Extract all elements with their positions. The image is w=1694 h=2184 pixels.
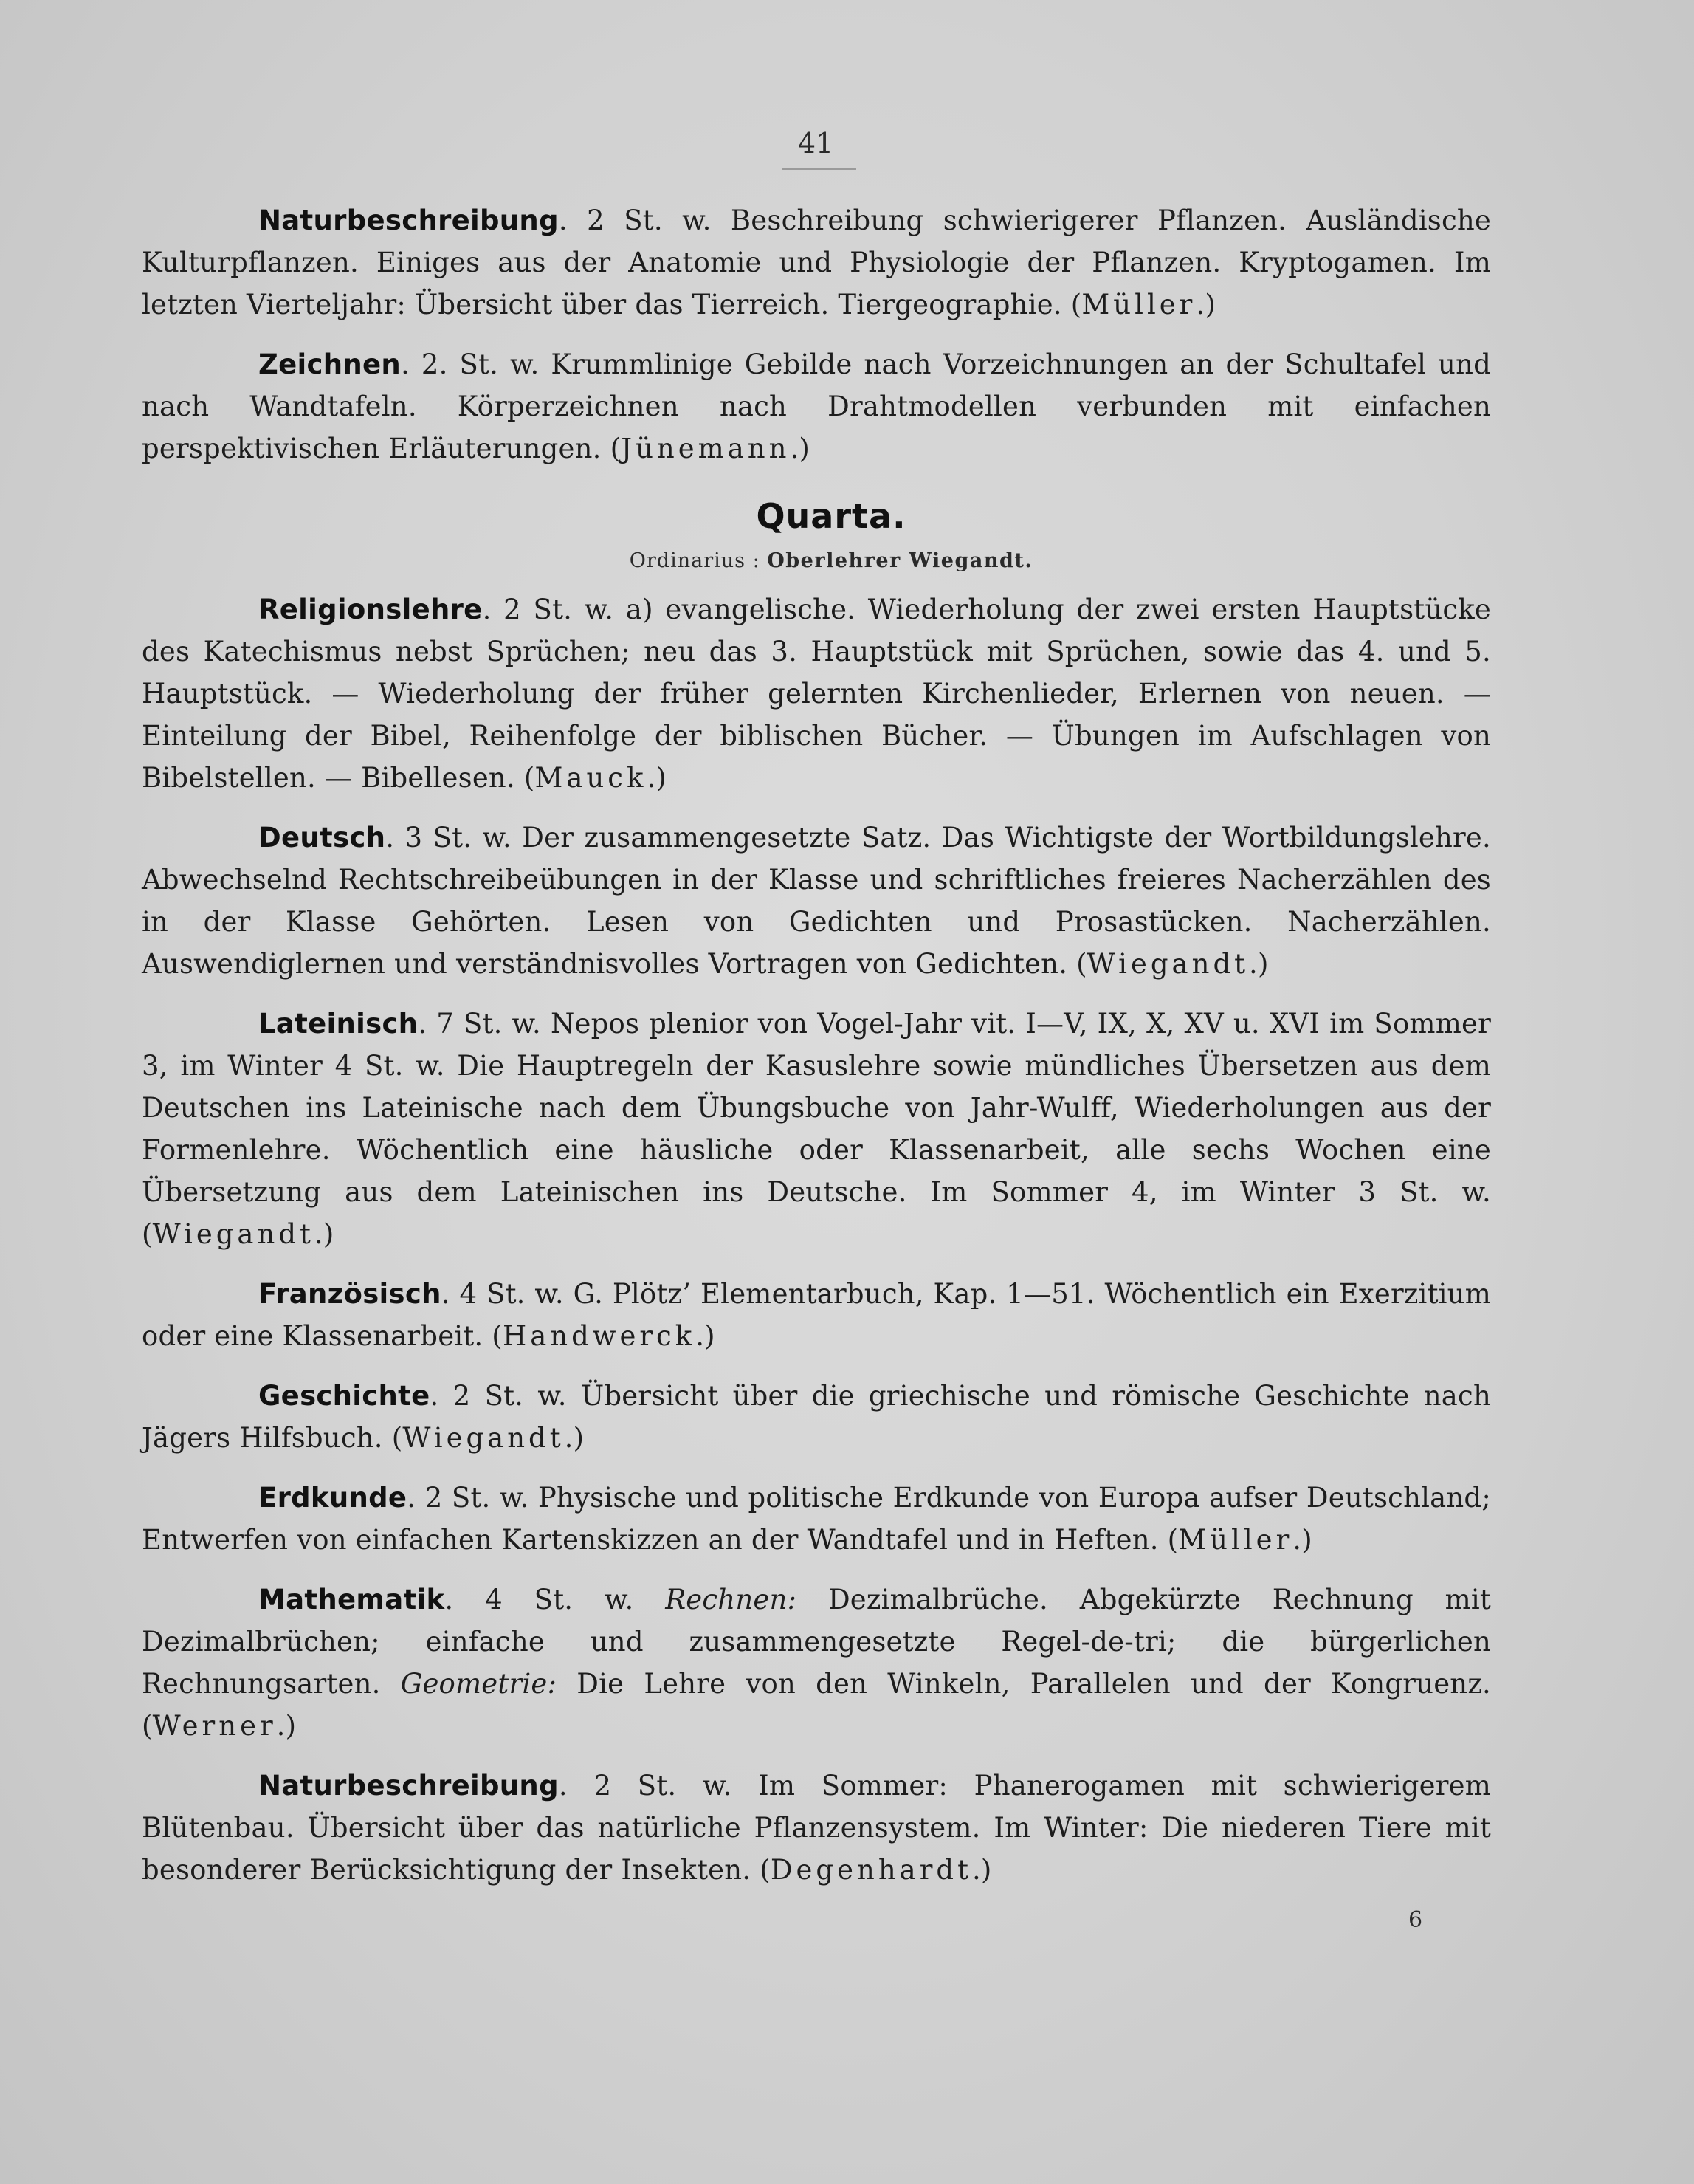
ordinarius-label: Ordinarius : (629, 549, 760, 572)
teacher-name: Degenhardt (770, 1854, 972, 1886)
teacher-name: Handwerck (502, 1320, 696, 1352)
paragraph-text: . 4 St. w. G. Plötz’ Elementarbuch, Kap. 1—51. Wöchentlich ein Exerzitium oder eine Klassenarbeit. ( (142, 1278, 1491, 1352)
subject-heading: Geschichte (258, 1380, 430, 1412)
teacher-name: Jünemann (621, 433, 791, 464)
subject-heading: Religionslehre (258, 594, 483, 625)
paragraph-end: .) (276, 1710, 297, 1742)
subject-heading: Deutsch (258, 822, 386, 854)
paragraph-mathematik (142, 1579, 1491, 1747)
teacher-name: Wiegandt (152, 1218, 314, 1250)
teacher-name: Wiegandt (1087, 948, 1250, 980)
page-number: 41 (797, 127, 834, 159)
paragraph-end: .) (647, 762, 667, 794)
paragraph-text: . 2 St. w. Physische und politische Erdkunde von Europa aufser Deutschland; Entwerfen von einfachen Kartenskizzen an der Wandtafel und in Heften. ( (142, 1482, 1491, 1556)
paragraph-end: .) (564, 1422, 585, 1454)
paragraph-text: . 2 St. w. Im Sommer: Phanerogamen mit schwierigerem Blütenbau. Übersicht über das natürliche Pflanzensystem. Im Winter: Die niederen Tiere mit besonderer Berücksichtigung der Insekten. ( (142, 1770, 1491, 1886)
paragraph-religionslehre (142, 588, 1491, 799)
subject-heading: Mathematik (258, 1584, 445, 1615)
section-title-end: . (892, 496, 906, 536)
paragraph-end: .) (314, 1218, 334, 1250)
paragraph-end: .) (1249, 948, 1269, 980)
paragraph-end: .) (1292, 1524, 1312, 1556)
paragraph-zeichnen (142, 343, 1491, 470)
teacher-name: Müller (1081, 289, 1197, 320)
paragraph-end: .) (971, 1854, 992, 1886)
subject-heading: Lateinisch (258, 1008, 419, 1040)
paragraph-text: . 2 St. w. Beschreibung schwierigerer Pflanzen. Ausländische Kulturpflanzen. Einiges aus der Anatomie und Physiologie der Pflanzen. Kryptogamen. Im letzten Vierteljahr: Übersicht über das Tierreich. Tiergeographie. ( (142, 205, 1491, 320)
paragraph-geschichte (142, 1375, 1491, 1459)
ordinarius-line (142, 549, 1491, 572)
paragraph-erdkunde (142, 1477, 1491, 1561)
rechnen-label: Rechnen: (665, 1584, 797, 1615)
teacher-name: Wiegandt (402, 1422, 565, 1454)
subject-heading: Naturbeschreibung (258, 1770, 559, 1802)
paragraph-text: . 2. St. w. Krummlinige Gebilde nach Vorzeichnungen an der Schultafel und nach Wandtafeln. Körperzeichnen nach Drahtmodellen verbunden mit einfachen perspektivischen Erläuterungen. ( (142, 348, 1491, 464)
geometrie-label: Geometrie: (400, 1668, 557, 1700)
paragraph-text: . 4 St. w. (444, 1584, 666, 1615)
subject-heading: Zeichnen (258, 348, 402, 380)
ordinarius-name: Oberlehrer Wiegandt. (767, 549, 1033, 572)
paragraph-deutsch (142, 817, 1491, 985)
teacher-name: Werner (152, 1710, 277, 1742)
subject-heading: Französisch (258, 1278, 441, 1310)
paragraph-text: . 2 St. w. Übersicht über die griechische und römische Geschichte nach Jägers Hilfsbuch. ( (142, 1380, 1491, 1454)
paragraph-end: .) (790, 433, 810, 464)
section-title-text: Quarta (756, 496, 893, 536)
sheet-signature: 6 (1408, 1907, 1423, 1933)
section-title (142, 496, 1491, 536)
paragraph-lateinisch (142, 1003, 1491, 1255)
page-content (142, 199, 1491, 1909)
teacher-name: Müller (1178, 1524, 1293, 1556)
paragraph-end: .) (1196, 289, 1216, 320)
paragraph-franzoesisch (142, 1273, 1491, 1357)
paragraph-text: . 3 St. w. Der zusammengesetzte Satz. Das Wichtigste der Wortbildungslehre. Abwechselnd Rechtschreibeübungen in der Klasse und schriftliches freieres Nacherzählen des in der Klasse Gehörten. Lesen von Gedichten und Prosastücken. Nacherzählen. Auswendiglernen und verständnisvolles Vortragen von Gedichten. ( (142, 822, 1491, 980)
paragraph-text: Dezimalbrüche. Abgekürzte Rechnung mit Dezimalbrüchen; einfache und zusammengesetzte Regel-de-tri; die bürgerlichen Rechnungsarten. (142, 1584, 1491, 1700)
paragraph-text: . 7 St. w. Nepos plenior von Vogel-Jahr vit. I—V, IX, X, XV u. XVI im Sommer 3, im Winter 4 St. w. Die Hauptregeln der Kasuslehre sowie mündliches Übersetzen aus dem Deutschen ins Lateinische nach dem Übungsbuche von Jahr-Wulff, Wiederholungen aus der Formenlehre. Wöchentlich eine häusliche oder Klassenarbeit, alle sechs Wochen eine Übersetzung aus dem Lateinischen ins Deutsche. Im Sommer 4, im Winter 3 St. w. ( (142, 1008, 1491, 1250)
subject-heading: Naturbeschreibung (258, 205, 559, 236)
teacher-name: Mauck (534, 762, 647, 794)
paragraph-naturbeschreibung-quarta (142, 1765, 1491, 1891)
subject-heading: Erdkunde (258, 1482, 407, 1514)
page-number-rule (782, 168, 856, 170)
paragraph-text: . 2 St. w. a) evangelische. Wiederholung der zwei ersten Hauptstücke des Katechismus nebst Sprüchen; neu das 3. Hauptstück mit Sprüchen, sowie das 4. und 5. Hauptstück. — Wiederholung der früher gelernten Kirchenlieder, Erlernen von neuen. — Einteilung der Bibel, Reihenfolge der biblischen Bücher. — Übungen im Aufschlagen von Bibelstellen. — Bibellesen. ( (142, 594, 1491, 794)
paragraph-naturbeschreibung (142, 199, 1491, 326)
paragraph-end: .) (695, 1320, 715, 1352)
paragraph-text: Die Lehre von den Winkeln, Parallelen und der Kongruenz. ( (142, 1668, 1491, 1742)
